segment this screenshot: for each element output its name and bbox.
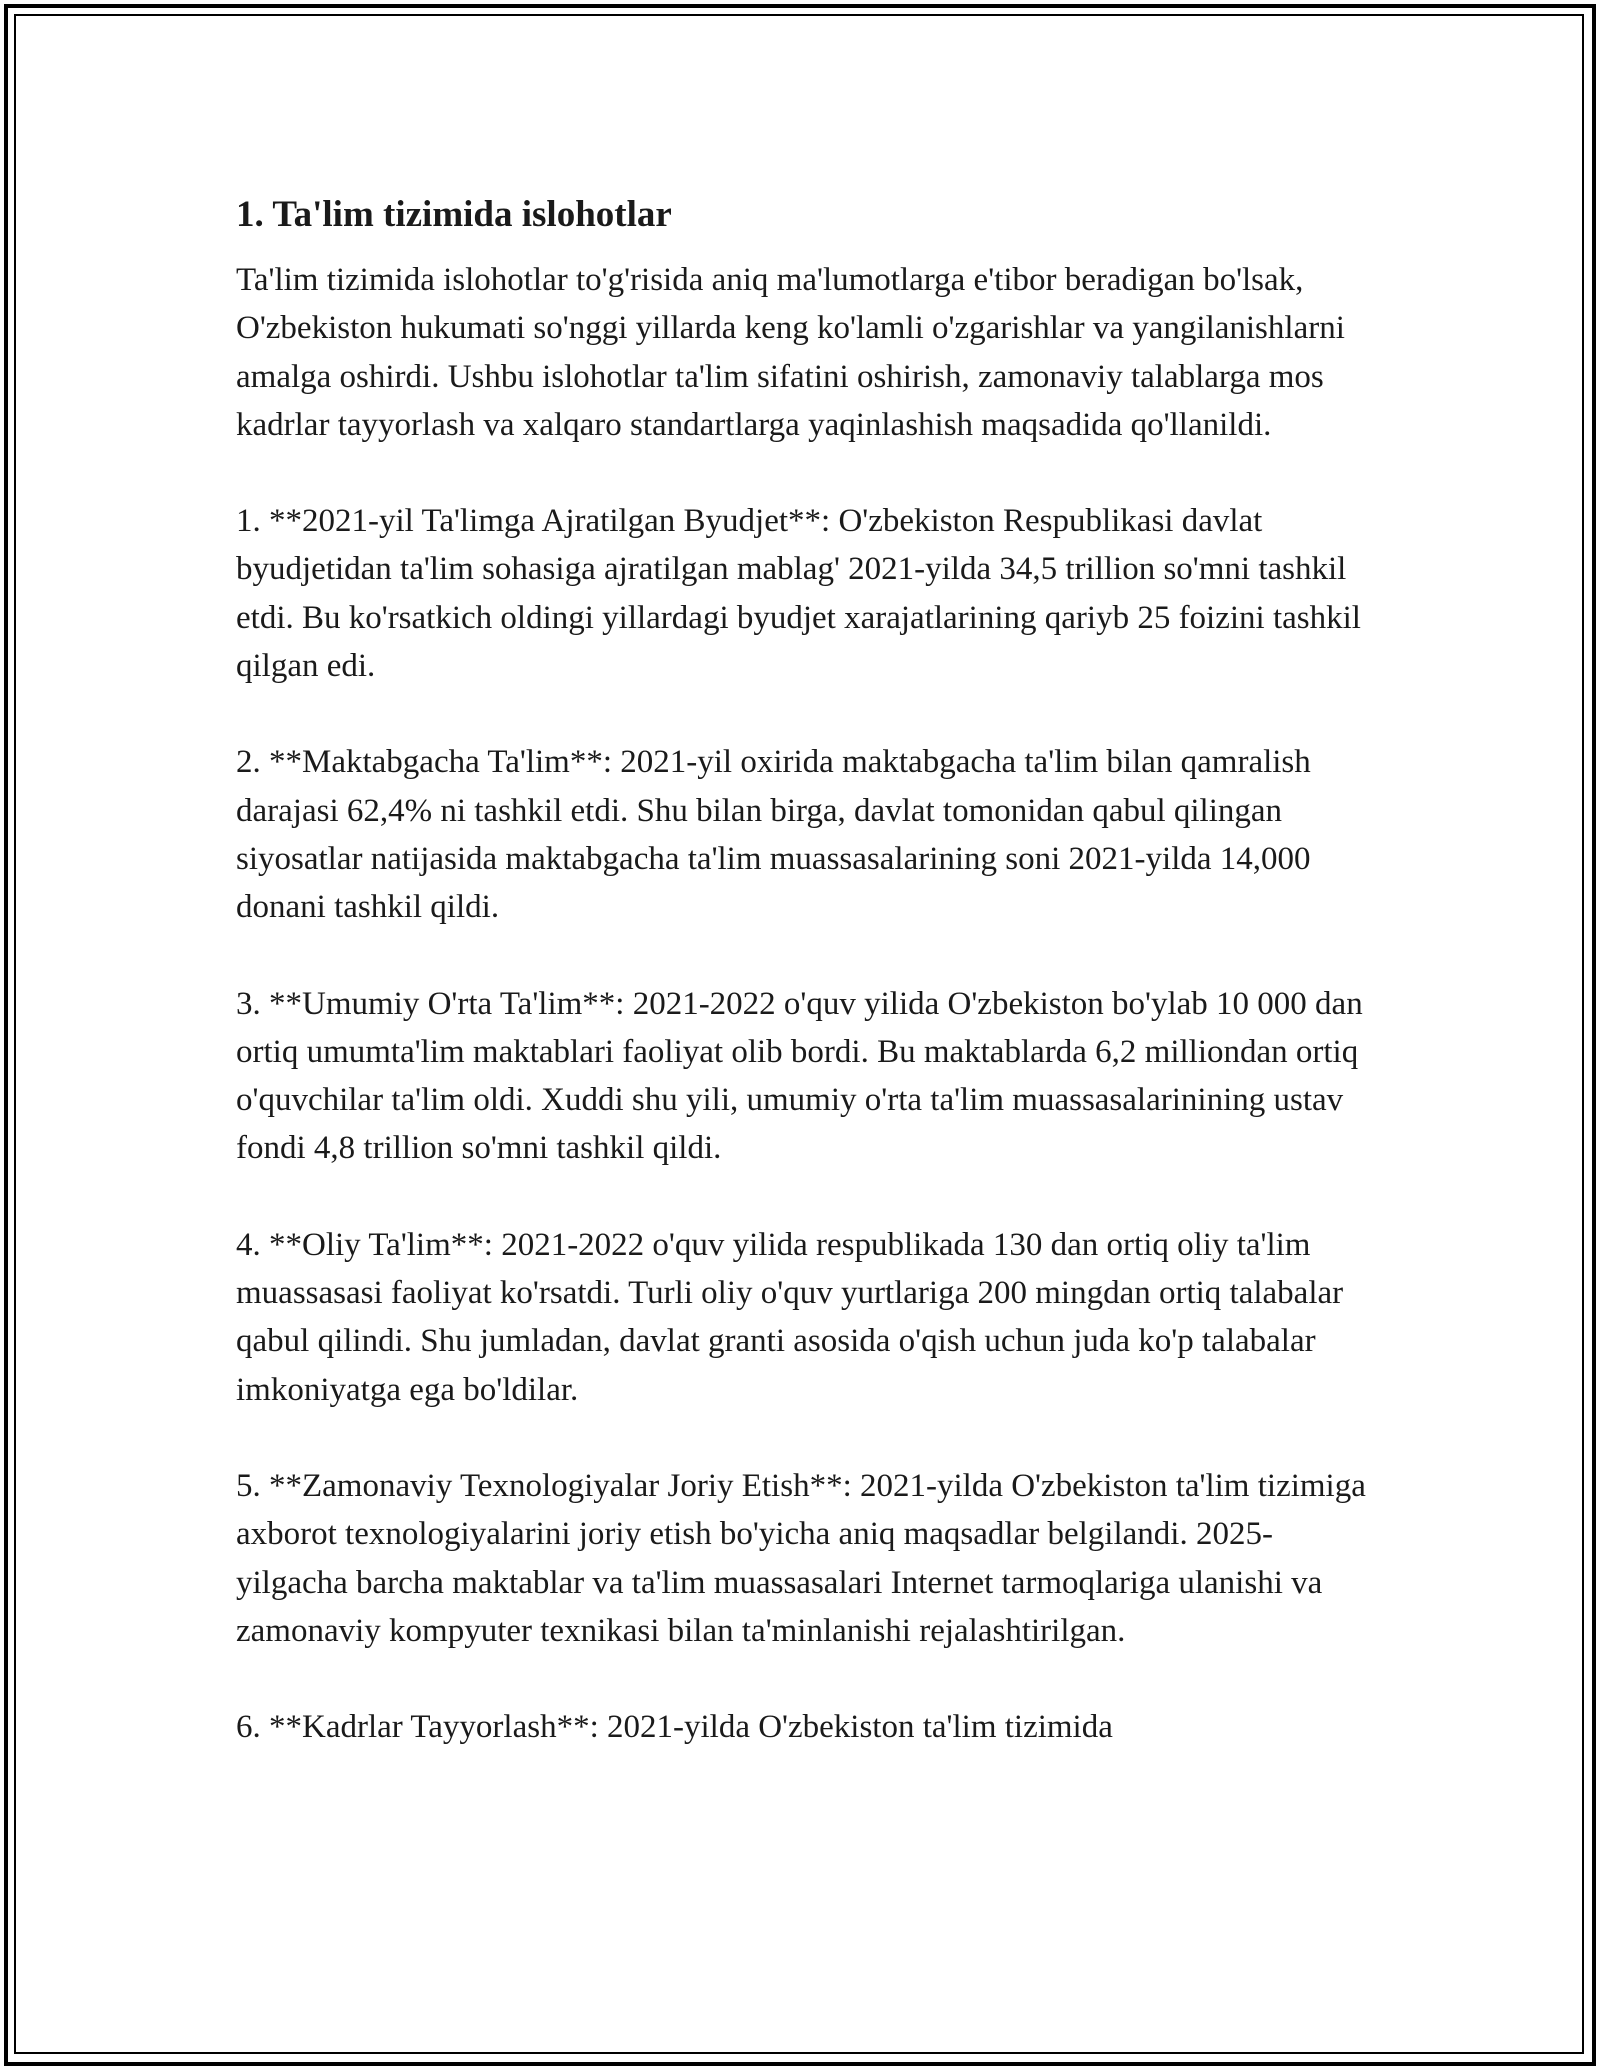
document-body xyxy=(236,186,1375,1751)
secondary-education-paragraph: 3. **Umumiy O'rta Ta'lim**: 2021-2022 o'quv yilida O'zbekiston bo'ylab 10 000 dan ortiq umumta'lim maktablari faoliyat olib bordi. Bu maktablarda 6,2 milliondan ortiq o'quvchilar ta'lim oldi. Xuddi shu yili, umumiy o'rta ta'lim muassasalarinining ustav fondi 4,8 trillion so'mni tashkil qildi. xyxy=(236,985,1371,1167)
staff-training-paragraph: 6. **Kadrlar Tayyorlash**: 2021-yilda O'zbekiston ta'lim tizimida xyxy=(236,1709,1113,1746)
intro-paragraph: Ta'lim tizimida islohotlar to'g'risida aniq ma'lumotlarga e'tibor beradigan bo'lsak, O'zbekiston hukumati so'nggi yillarda keng ko'lamli o'zgarishlar va yangilanishlarni amalga oshirdi. Ushbu islohotlar ta'lim sifatini oshirish, zamonaviy talablarga mos kadrlar tayyorlash va xalqaro standartlarga yaqinlashish maqsadida qo'llanildi. xyxy=(236,262,1354,443)
preschool-paragraph: 2. **Maktabgacha Ta'lim**: 2021-yil oxirida maktabgacha ta'lim bilan qamralish darajasi 62,4% ni tashkil etdi. Shu bilan birga, davlat tomonidan qabul qilingan siyosatlar natijasida maktabgacha ta'lim muassasalarining soni 2021-yilda 14,000 donani tashkil qildi. xyxy=(236,744,1320,926)
document-title: 1. Ta'lim tizimida islohotlar xyxy=(236,194,672,235)
budget-paragraph: 1. **2021-yil Ta'limga Ajratilgan Byudjet**: O'zbekiston Respublikasi davlat byudjetidan ta'lim sohasiga ajratilgan mablag' 2021-yilda 34,5 trillion so'mni tashkil etdi. Bu ko'rsatkich oldingi yillardagi byudjet xarajatlarining qariyb 25 foizini tashkil qilgan edi. xyxy=(236,503,1370,685)
higher-education-paragraph: 4. **Oliy Ta'lim**: 2021-2022 o'quv yilida respublikada 130 dan ortiq oliy ta'lim muassasasi faoliyat ko'rsatdi. Turli oliy o'quv yurtlariga 200 mingdan ortiq talabalar qabul qilindi. Shu jumladan, davlat granti asosida o'qish uchun juda ko'p talabalar imkoniyatga ega bo'ldilar. xyxy=(236,1226,1352,1408)
technology-paragraph: 5. **Zamonaviy Texnologiyalar Joriy Etish**: 2021-yilda O'zbekiston ta'lim tizimiga axborot texnologiyalarini joriy etish bo'yicha aniq maqsadlar belgilandi. 2025-yilgacha barcha maktablar va ta'lim muassasalari Internet tarmoqlariga ulanishi va zamonaviy kompyuter texnikasi bilan ta'minlanishi rejalashtirilgan. xyxy=(236,1467,1375,1649)
